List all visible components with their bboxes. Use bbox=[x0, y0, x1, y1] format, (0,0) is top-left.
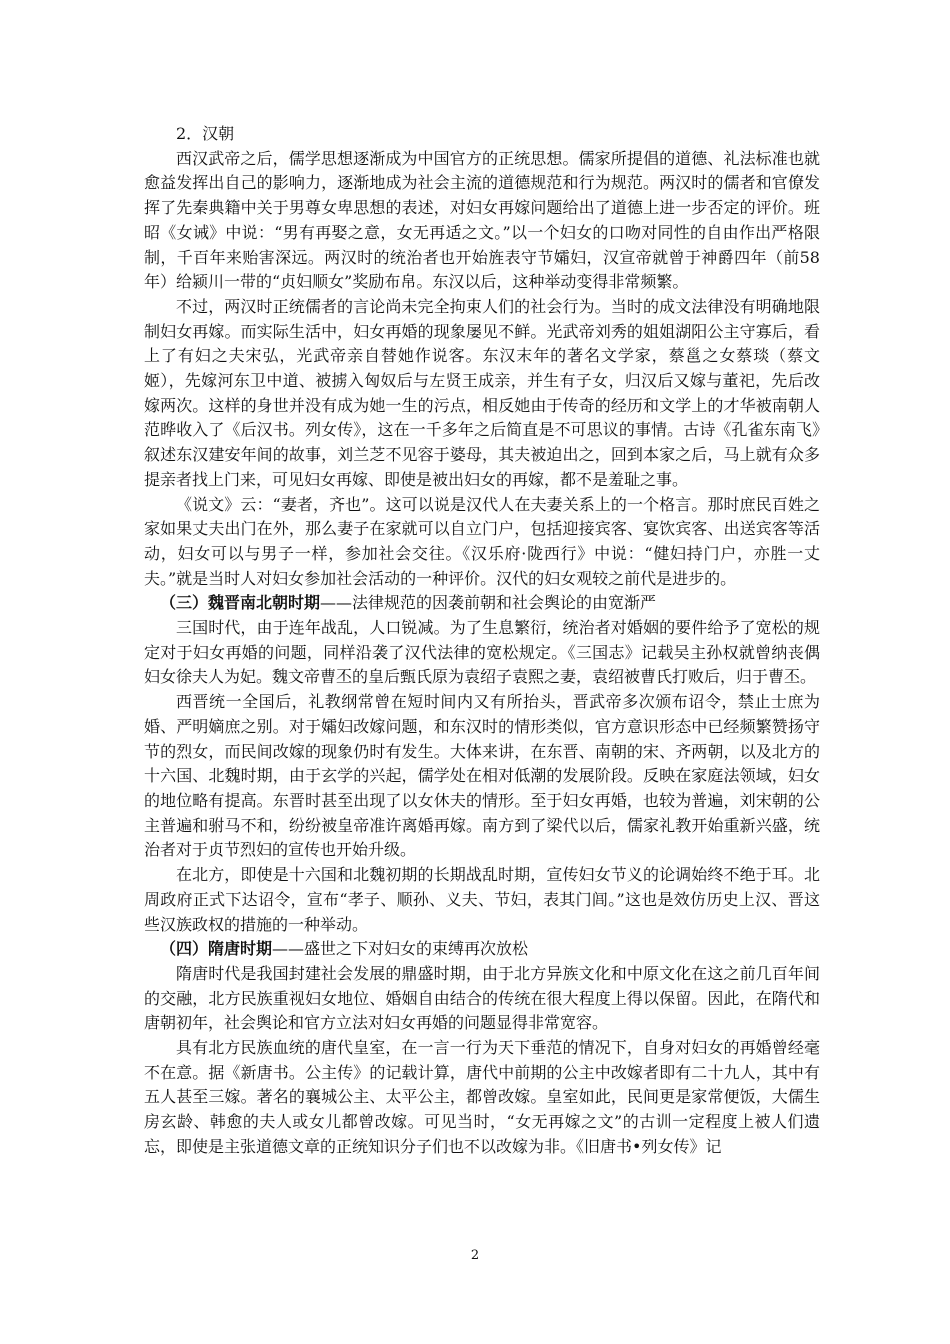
paragraph-suitang-2: 具有北方民族血统的唐代皇室，在一言一行为天下垂范的情况下，自身对妇女的再婚曾经毫不在意。据《新唐书。公主传》的记载计算，唐代中前期的公主中改嫁者即有二十九人，其中有五人甚至三嫁。著名的襄城公主、太平公主，都曾改嫁。皇室如此，民间更是家常便饭，大儒生房玄龄、韩愈的夫人或女儿都曾改嫁。可见当时，“女无再嫁之文”的古训一定程度上被人们遗忘，即使是主张道德文章的正统知识分子们也不以改嫁为非。《旧唐书•列女传》记 bbox=[144, 1038, 820, 1156]
paragraph-han-1: 西汉武帝之后，儒学思想逐渐成为中国官方的正统思想。儒家所提倡的道德、礼法标准也就愈益发挥出自己的影响力，逐渐地成为社会主流的道德规范和行为规范。两汉时的儒者和官僚发挥了先秦典籍中关于男尊女卑思想的表述，对妇女再嫁问题给出了道德上进一步否定的评价。班昭《女诫》中说：“男有再娶之意，女无再适之文。”以一个妇女的口吻对同性的自由作出严格限制，千百年来贻害深远。两汉时的统治者也开始旌表守节孀妇，汉宣帝就曾于神爵四年（前58年）给颍川一带的“贞妇顺女”奖励布帛。东汉以后，这种举动变得非常频繁。 bbox=[144, 148, 820, 292]
section-heading-weijin-subtitle: ——法律规范的因袭前朝和社会舆论的由宽渐严 bbox=[320, 593, 657, 613]
paragraph-weijin-1: 三国时代，由于连年战乱，人口锐减。为了生息繁衍，统治者对婚姻的要件给予了宽松的规定对于妇女再婚的问题，同样沿袭了汉代法律的宽松规定。《三国志》记载吴主孙权就曾纳丧偶妇女徐夫人为妃。魏文帝曹丕的皇后甄氏原为袁绍子袁熙之妻，袁绍被曹氏打败后，归于曹丕。 bbox=[144, 618, 820, 687]
paragraph-weijin-3: 在北方，即使是十六国和北魏初期的长期战乱时期，宣传妇女节义的论调始终不绝于耳。北周政府正式下达诏令，宣布“孝子、顺孙、义夫、节妇，表其门闾。”这也是效仿历史上汉、晋这些汉族政权的措施的一种举动。 bbox=[144, 865, 820, 934]
paragraph-han-3: 《说文》云：“妻者，齐也”。这可以说是汉代人在夫妻关系上的一个格言。那时庶民百姓之家如果丈夫出门在外，那么妻子在家就可以自立门户，包括迎接宾客、宴饮宾客、出送宾客等活动，妇女可以与男子一样，参加社会交往。《汉乐府·陇西行》中说：“健妇持门户，亦胜一丈夫。”就是当时人对妇女参加社会活动的一种评价。汉代的妇女观较之前代是进步的。 bbox=[144, 494, 820, 588]
page-number: 2 bbox=[470, 1248, 480, 1263]
section-heading-weijin bbox=[144, 591, 820, 616]
paragraph-weijin-2: 西晋统一全国后，礼教纲常曾在短时间内又有所抬头，晋武帝多次颁布诏令，禁止士庶为婚、严明嫡庶之别。对于孀妇改嫁问题，和东汉时的情形类似，官方意识形态中已经频繁赞扬守节的烈女，而民间改嫁的现象仍时有发生。大体来讲，在东晋、南朝的宋、齐两朝，以及北方的十六国、北魏时期，由于玄学的兴起，儒学处在相对低潮的发展阶段。反映在家庭法领域，妇女的地位略有提高。东晋时甚至出现了以女休夫的情形。至于妇女再婚，也较为普遍，刘宋朝的公主普遍和驸马不和，纷纷被皇帝准许离婚再嫁。南方到了梁代以后，儒家礼教开始重新兴盛，统治者对于贞节烈妇的宣传也开始升级。 bbox=[144, 692, 820, 860]
section-heading-weijin-title: （三）魏晋南北朝时期 bbox=[160, 593, 321, 613]
document-body bbox=[144, 122, 820, 1160]
section-heading-suitang-title: （四）隋唐时期 bbox=[160, 939, 273, 959]
section-heading-suitang bbox=[144, 937, 820, 962]
section-heading-suitang-subtitle: ——盛世之下对妇女的束缚再次放松 bbox=[272, 939, 529, 959]
paragraph-han-2: 不过，两汉时正统儒者的言论尚未完全拘束人们的社会行为。当时的成文法律没有明确地限制妇女再嫁。而实际生活中，妇女再婚的现象屡见不鲜。光武帝刘秀的姐姐湖阳公主守寡后，看上了有妇之夫宋弘，光武帝亲自替她作说客。东汉末年的著名文学家，蔡邕之女蔡琰（蔡文姬），先嫁河东卫中道、被掳入匈奴后与左贤王成亲，并生有子女，归汉后又嫁与董祀，先后改嫁两次。这样的身世并没有成为她一生的污点，相反她由于传奇的经历和文学上的才华被南朝人范晔收入了《后汉书。列女传》，这在一千多年之后简直是不可思议的事情。古诗《孔雀东南飞》叙述东汉建安年间的故事，刘兰芝不见容于婆母，其夫被迫出之，回到本家之后，马上就有众多提亲者找上门来，可见妇女再嫁、即使是被出妇女的再嫁，都不是羞耻之事。 bbox=[144, 296, 820, 489]
subheading-han: 2．汉朝 bbox=[176, 124, 235, 143]
paragraph-suitang-1: 隋唐时代是我国封建社会发展的鼎盛时期，由于北方异族文化和中原文化在这之前几百年间的交融，北方民族重视妇女地位、婚姻自由结合的传统在很大程度上得以保留。因此，在隋代和唐朝初年，社会舆论和官方立法对妇女再婚的问题显得非常宽容。 bbox=[144, 963, 820, 1033]
